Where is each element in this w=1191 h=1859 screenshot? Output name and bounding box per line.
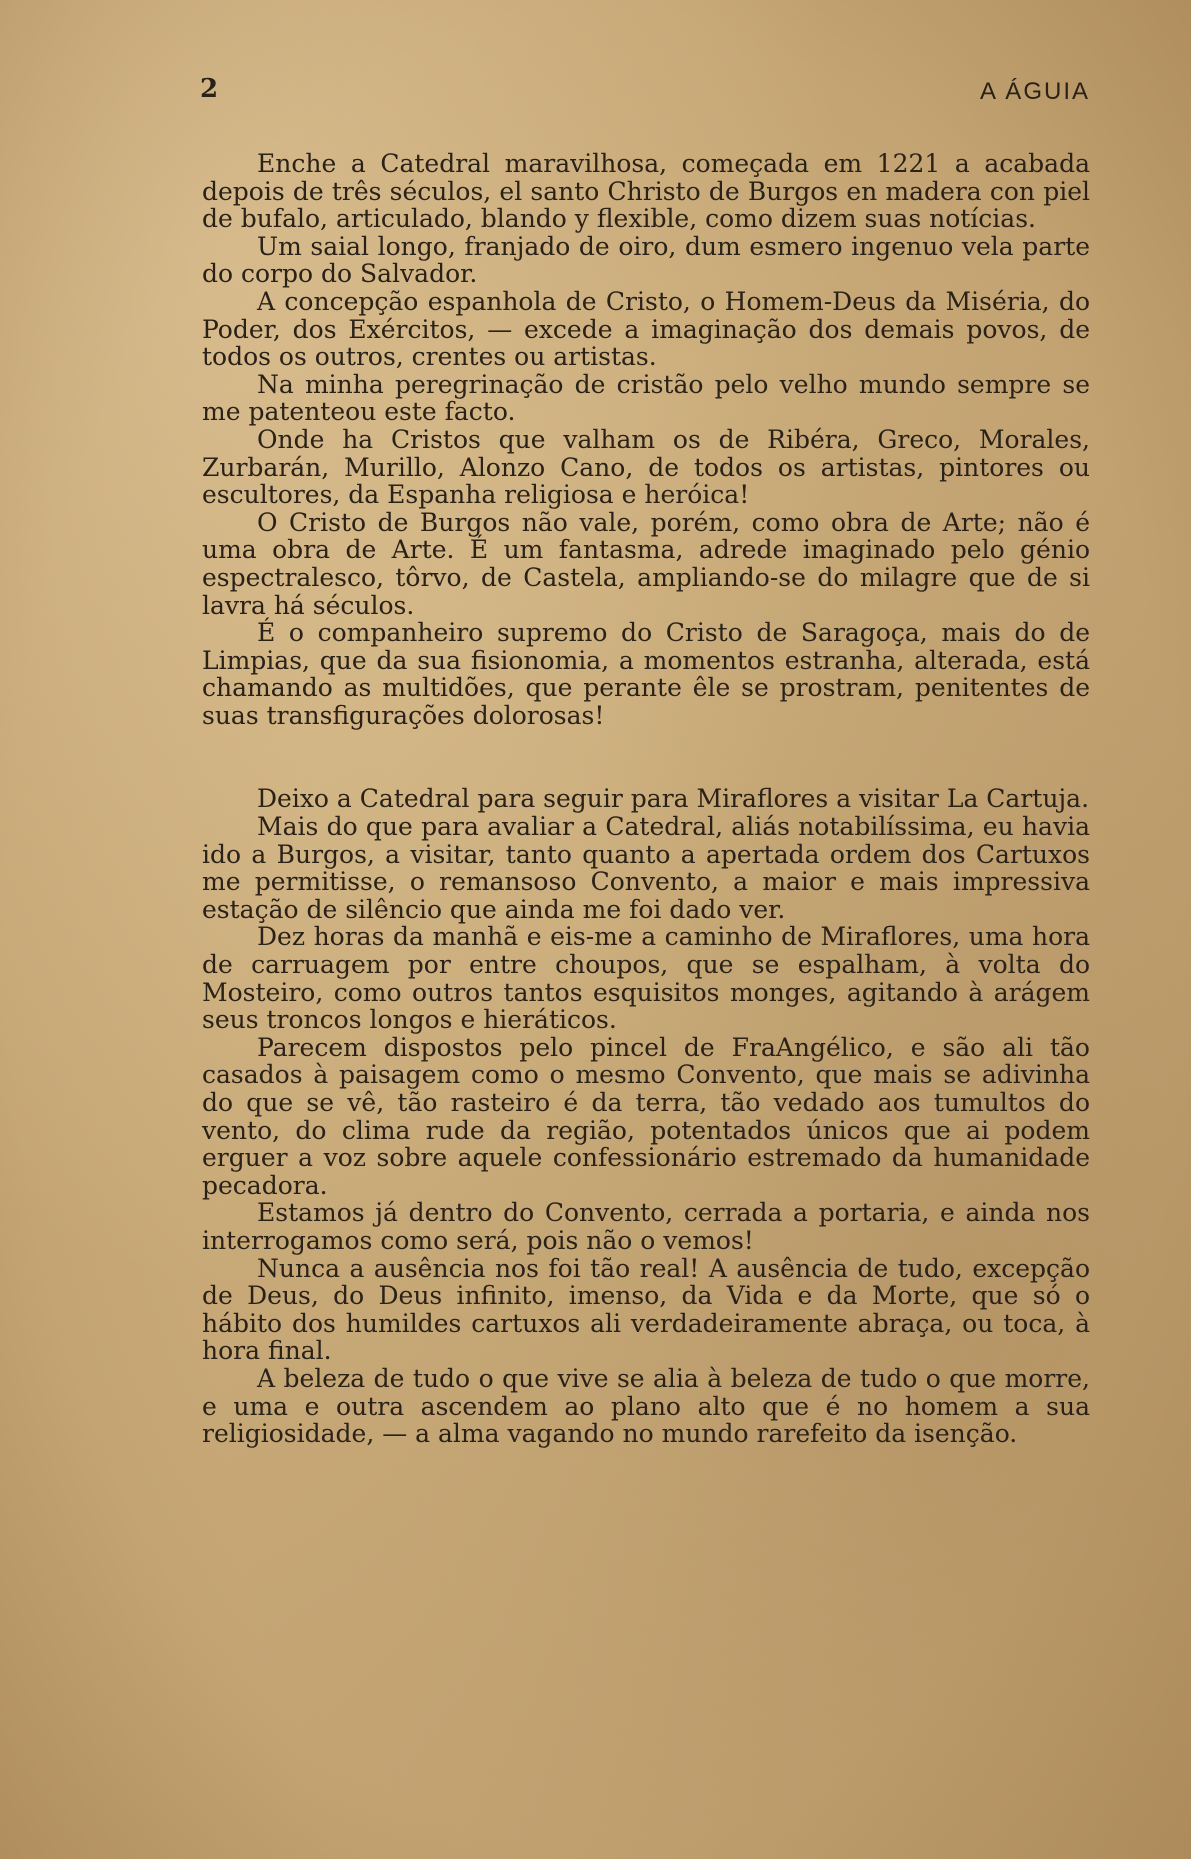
paragraph: Mais do que para avaliar a Catedral, aliás notabilíssima, eu havia ido a Burgos, a visitar, tanto quanto a apertada ordem dos Cartuxos me permitisse, o remansoso Convento, a maior e mais impressiva estação de silêncio que ainda me foi dado ver. bbox=[202, 812, 1090, 924]
paragraph: Parecem dispostos pelo pincel de FraAngélico, e são ali tão casados à paisagem como o mesmo Convento, que mais se adivinha do que se vê, tão rasteiro é da terra, tão vedado aos tumultos do vento, do clima rude da região, potentados únicos que ai podem erguer a voz sobre aquele confessionário estremado da humanidade pecadora. bbox=[202, 1032, 1090, 1200]
paragraph: Na minha peregrinação de cristão pelo velho mundo sempre se me patenteou este facto. bbox=[202, 369, 1090, 427]
paragraph: Um saial longo, franjado de oiro, dum esmero ingenuo vela parte do corpo do Salvador. bbox=[202, 231, 1090, 289]
paragraph: Deixo a Catedral para seguir para Miraflores a visitar La Cartuja. bbox=[257, 784, 1090, 814]
paragraph: Enche a Catedral maravilhosa, começada em 1221 a acabada depois de três séculos, el santo Christo de Burgos en madera con piel de bufalo, articulado, blando y flexible, como dizem suas notícias. bbox=[202, 149, 1090, 234]
paragraph: Nunca a ausência nos foi tão real! A ausência de tudo, excepção de Deus, do Deus infinito, imenso, da Vida e da Morte, que só o hábito dos humildes cartuxos ali verdadeiramente abraça, ou toca, à hora final. bbox=[202, 1253, 1090, 1366]
running-title: A ÁGUIA bbox=[979, 78, 1090, 105]
page-number: 2 bbox=[200, 74, 219, 104]
page-header bbox=[200, 74, 1090, 114]
body-text bbox=[202, 150, 1090, 1448]
paragraph: A concepção espanhola de Cristo, o Homem-Deus da Miséria, do Poder, dos Exércitos, — excede a imaginação dos demais povos, de todos os outros, crentes ou artistas. bbox=[202, 286, 1090, 372]
paragraph: Estamos já dentro do Convento, cerrada a portaria, e ainda nos interrogamos como será, pois não o vemos! bbox=[202, 1198, 1090, 1255]
paragraph: Onde ha Cristos que valham os de Ribéra, Greco, Morales, Zurbarán, Murillo, Alonzo Cano, de todos os artistas, pintores ou escultores, da Espanha religiosa e heróica! bbox=[202, 424, 1090, 510]
paragraph: O Cristo de Burgos não vale, porém, como obra de Arte; não é uma obra de Arte. É um fantasma, adrede imaginado pelo génio espectralesco, tôrvo, de Castela, ampliando-se do milagre que de si lavra há séculos. bbox=[202, 507, 1090, 620]
section-break bbox=[202, 729, 1090, 785]
paragraph: A beleza de tudo o que vive se alia à beleza de tudo o que morre, e uma e outra ascendem ao plano alto que é no homem a sua religiosidade, — a alma vagando no mundo rarefeito da isenção. bbox=[202, 1363, 1090, 1449]
paragraph: Dez horas da manhã e eis-me a caminho de Miraflores, uma hora de carruagem por entre choupos, que se espalham, à volta do Mosteiro, como outros tantos esquisitos monges, agitando à arágem seus troncos longos e hieráticos. bbox=[202, 922, 1090, 1035]
paragraph: É o companheiro supremo do Cristo de Saragoça, mais do de Limpias, que da sua fisionomia, a momentos estranha, alterada, está chamando as multidões, que perante êle se prostram, penitentes de suas transfigurações dolorosas! bbox=[202, 618, 1090, 730]
